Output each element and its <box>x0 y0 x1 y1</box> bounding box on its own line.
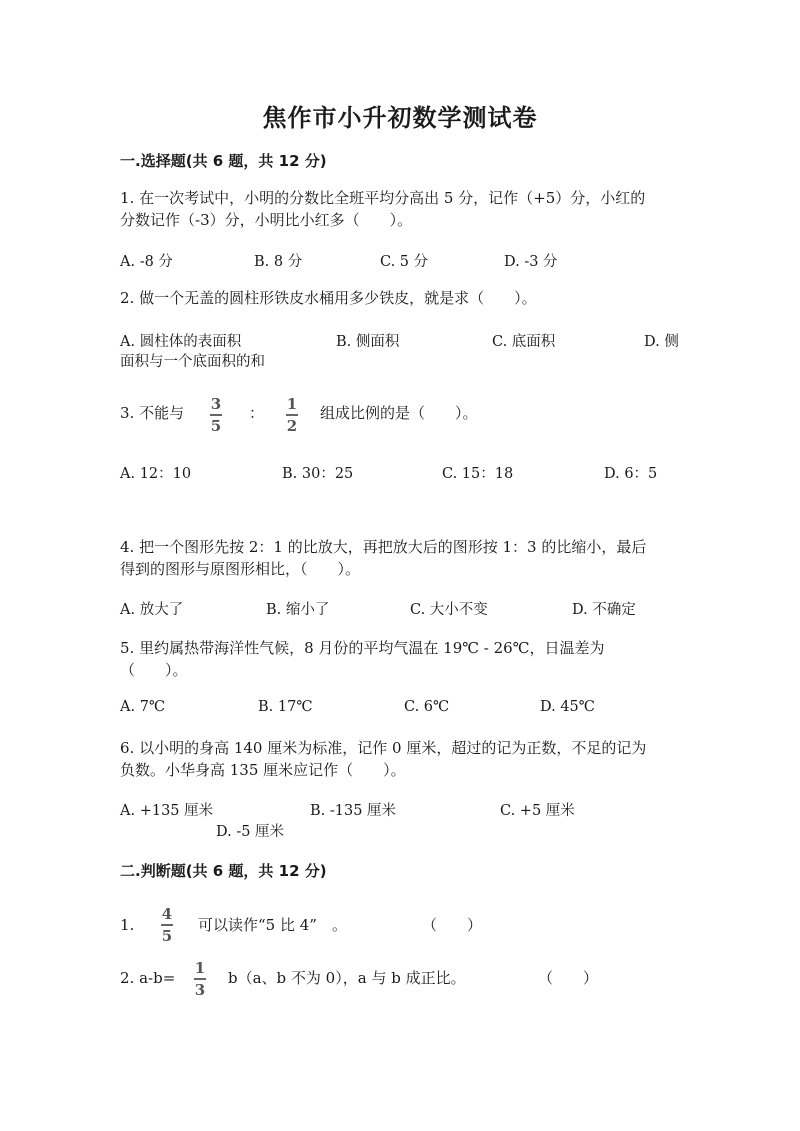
q4-option-b: B. 缩小了 <box>266 602 330 618</box>
judgement-2-prefix: 2. a-b= <box>120 969 176 987</box>
q3-option-c: C. 15：18 <box>442 466 514 482</box>
q1-option-a: A. -8 分 <box>120 254 173 270</box>
q6-option-d: D. -5 厘米 <box>216 824 285 840</box>
q1-option-d: D. -3 分 <box>504 254 558 270</box>
fraction-4-5 <box>161 906 173 944</box>
q3-option-b: B. 30：25 <box>282 466 354 482</box>
fraction-bar <box>194 978 206 980</box>
ratio-colon: ： <box>249 404 265 422</box>
question-6-line-2: 负数。小华身高 135 厘米应记作（ ）。 <box>120 761 406 779</box>
q6-option-a: A. +135 厘米 <box>120 803 214 819</box>
fraction-bar <box>210 414 222 416</box>
question-4-line-1: 4. 把一个图形先按 2：1 的比放大，再把放大后的图形按 1：3 的比缩小，最后 <box>120 538 647 556</box>
q2-option-a: A. 圆柱体的表面积 <box>120 334 242 350</box>
fraction-numerator: 1 <box>194 959 206 977</box>
q5-option-d: D. 45℃ <box>540 699 595 715</box>
q2-option-c: C. 底面积 <box>492 334 556 350</box>
fraction-bar <box>286 414 298 416</box>
q4-option-c: C. 大小不变 <box>410 602 488 618</box>
q1-option-b: B. 8 分 <box>254 254 303 270</box>
q5-option-c: C. 6℃ <box>404 699 450 715</box>
fraction-denominator: 5 <box>161 926 173 945</box>
question-6-line-1: 6. 以小明的身高 140 厘米为标准，记作 0 厘米，超过的记为正数，不足的记为 <box>120 739 647 757</box>
fraction-bar <box>161 924 173 926</box>
fraction-numerator: 3 <box>210 395 222 413</box>
section-heading-choice: 一.选择题(共 6 题，共 12 分) <box>120 152 327 170</box>
judgement-2-text: b（a、b 不为 0），a 与 b 成正比。 <box>228 969 466 987</box>
question-1-line-1: 1. 在一次考试中，小明的分数比全班平均分高出 5 分，记作（+5）分，小红的 <box>120 189 646 207</box>
q3-option-a: A. 12：10 <box>120 466 192 482</box>
question-2-line-1: 2. 做一个无盖的圆柱形铁皮水桶用多少铁皮，就是求（ ）。 <box>120 289 537 307</box>
question-3-prefix: 3. 不能与 <box>120 404 185 422</box>
q1-option-c: C. 5 分 <box>380 254 429 270</box>
judgement-1-text: 可以读作“5 比 4” 。 <box>198 916 347 934</box>
q2-option-b: B. 侧面积 <box>336 334 400 350</box>
judgement-2-answer-bracket: （ ） <box>538 969 599 987</box>
question-5-line-2: （ ）。 <box>120 661 188 679</box>
fraction-numerator: 4 <box>161 905 173 923</box>
q2-option-d-continued: 面积与一个底面积的和 <box>120 354 265 370</box>
fraction-3-5 <box>210 396 222 434</box>
fraction-1-3 <box>194 960 206 998</box>
q6-option-c: C. +5 厘米 <box>500 803 575 819</box>
q2-option-d: D. 侧 <box>644 334 679 350</box>
question-5-line-1: 5. 里约属热带海洋性气候，8 月份的平均气温在 19℃ - 26℃，日温差为 <box>120 639 605 657</box>
fraction-denominator: 5 <box>210 416 222 435</box>
q4-option-d: D. 不确定 <box>572 602 636 618</box>
fraction-denominator: 3 <box>194 980 206 999</box>
question-1-line-2: 分数记作（-3）分，小明比小红多（ ）。 <box>120 211 413 229</box>
judgement-1-answer-bracket: （ ） <box>422 916 483 934</box>
judgement-1-prefix: 1. <box>120 916 135 934</box>
fraction-numerator: 1 <box>286 395 298 413</box>
fraction-denominator: 2 <box>286 416 298 435</box>
page-title: 焦作市小升初数学测试卷 <box>262 103 538 132</box>
q4-option-a: A. 放大了 <box>120 602 184 618</box>
q6-option-b: B. -135 厘米 <box>310 803 397 819</box>
q3-option-d: D. 6：5 <box>604 466 658 482</box>
section-heading-judgement: 二.判断题(共 6 题，共 12 分) <box>120 862 327 880</box>
q5-option-b: B. 17℃ <box>258 699 313 715</box>
question-4-line-2: 得到的图形与原图形相比，（ ）。 <box>120 560 361 578</box>
q5-option-a: A. 7℃ <box>120 699 166 715</box>
question-3-suffix: 组成比例的是（ ）。 <box>320 404 478 422</box>
fraction-1-2 <box>286 396 298 434</box>
